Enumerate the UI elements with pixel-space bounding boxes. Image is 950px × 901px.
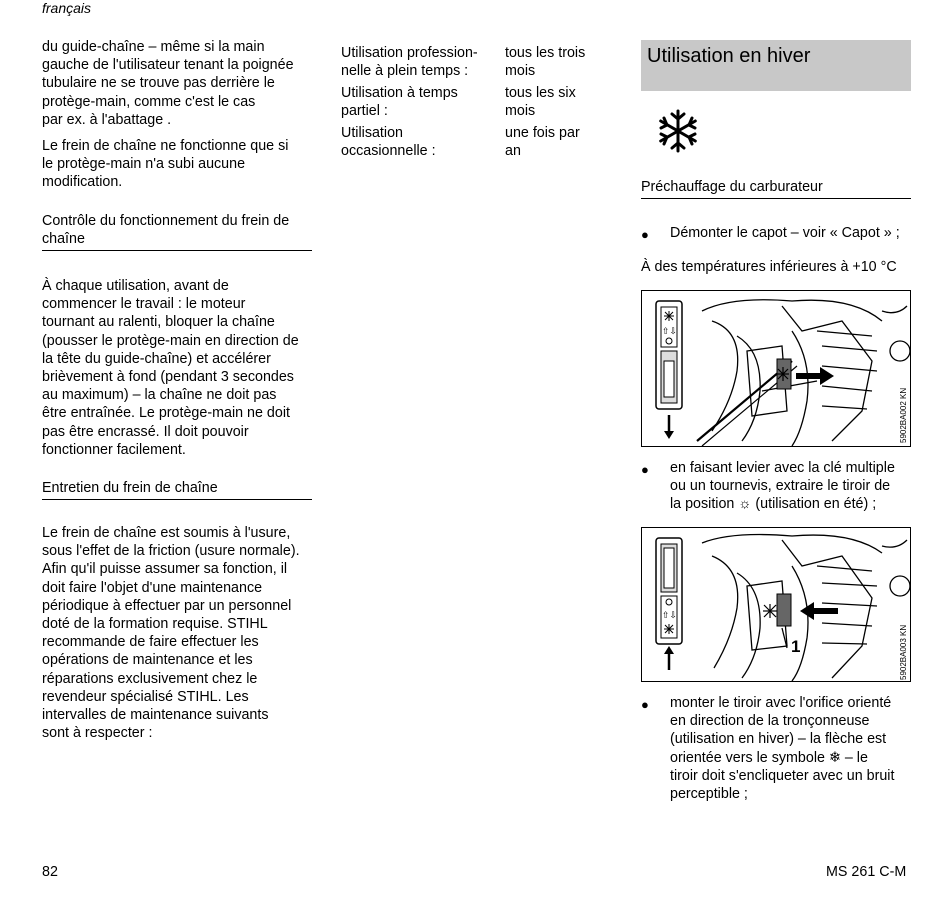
figure-code: 5902BA003 KN [899,624,908,680]
table-row: Utilisation occasionnelle : [341,125,436,160]
section-heading-carburetor-preheat: Préchauffage du carburateur [641,178,911,199]
snowflake-icon [655,108,701,154]
svg-text:⇧⇩: ⇧⇩ [662,611,678,621]
figure-summer-position [641,290,911,447]
section-heading-brake-check: Contrôle du fonctionnement du frein de chaîne [42,212,312,251]
bullet-mount-slider: monter le tiroir avec l'orifice orienté en direction de la tronçonneuse (utilisation en hiver) – la flèche est orientée vers le symbole ❄ – le tiroir doit s'encliqueter avec un bruit perceptible ; [670,695,895,803]
figure-code: 5902BA002 KN [899,387,908,443]
page-number: 82 [42,864,58,880]
temperature-subheading: À des températures inférieures à +10 °C [641,259,897,275]
paragraph-brake-maintenance: Le frein de chaîne est soumis à l'usure, sous l'effet de la friction (usure normale). Afin qu'il puisse assumer sa fonction, il doit faire l'objet d'une maintenance périodique à effectuer par un personnel doté de la formation requise. STIHL recommande de faire effectuer les opérations de maintenance et les réparations exclusivement chez le revendeur spécialisé STIHL. Les intervalles de maintenance suivants sont à respecter : [42,525,300,742]
paragraph-brake-function: Le frein de chaîne ne fonctionne que si le protège-main n'a subi aucune modification. [42,138,289,191]
figure-winter-position [641,527,911,682]
svg-text:⇧⇩: ⇧⇩ [662,327,678,337]
section-heading-brake-maintenance: Entretien du frein de chaîne [42,479,312,500]
language-label: français [42,0,92,16]
table-row: Utilisation profession- nelle à plein temps : [341,45,478,80]
paragraph-brake-check: À chaque utilisation, avant de commencer le travail : le moteur tournant au ralenti, bloquer la chaîne (pousser le protège-main en direction de la tête du guide-chaîne) et accélérer brièvement à fond (pendant 3 secondes au maximum) – la chaîne ne doit pas être entraînée. Le protège-main ne doit pas être encrassé. Il doit pouvoir fonctionner facilement. [42,278,299,458]
bullet-remove-cover: Démonter le capot – voir « Capot » ; [670,225,900,241]
table-row: une fois par an [505,125,580,160]
bullet-dot: ● [641,462,649,477]
callout-number: 1 [791,637,801,656]
bullet-dot: ● [641,697,649,712]
bullet-dot: ● [641,227,649,242]
paragraph-guide-chain: du guide-chaîne – même si la main gauche de l'utilisateur tenant la poignée tubulaire ne se trouve pas derrière le protège-main, comme c'est le cas par ex. à l'abattage . [42,39,294,128]
table-row: tous les trois mois [505,45,586,80]
bullet-extract-slider: en faisant levier avec la clé multiple ou un tournevis, extraire le tiroir de la position ☼ (utilisation en été) ; [670,460,895,513]
model-label: MS 261 C-M [826,864,907,880]
table-row: tous les six mois [505,85,576,120]
section-banner-winter: Utilisation en hiver [641,40,911,91]
table-row: Utilisation à temps partiel : [341,85,458,120]
